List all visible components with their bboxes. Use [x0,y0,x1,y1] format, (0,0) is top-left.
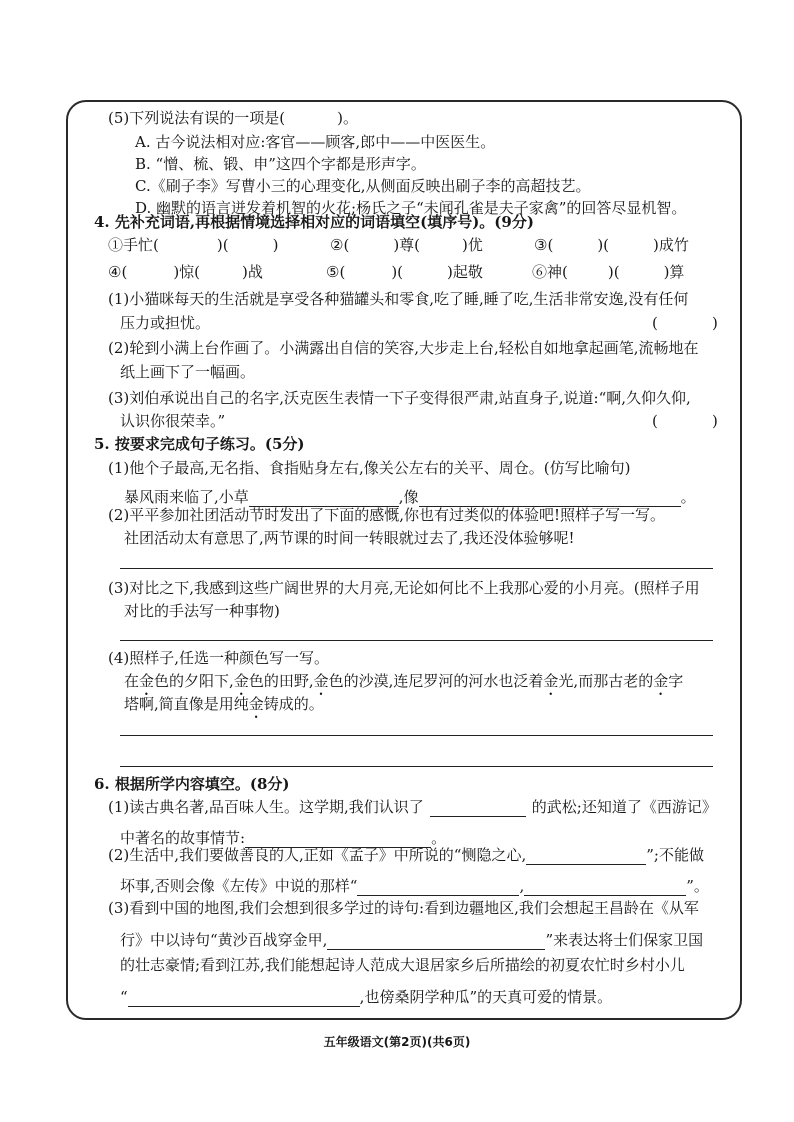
q4-title: 4. 先补充词语,再根据情境选择相对应的词语填空(填序号)。(9分) [94,213,534,231]
q4-item-3: ③( )( )成竹 [534,236,689,254]
q4-answer-1-close: ) [712,314,718,332]
q4-answer-3-open: ( [652,412,658,430]
q4-sentence-3-line-2: 认识你很荣幸。” [120,412,226,430]
q4-item-5: ⑤( )( )起敬 [326,263,483,281]
q5-part-4-prompt: (4)照样子,任选一种颜色写一写。 [108,649,330,667]
q6-title: 6. 根据所学内容填空。(8分) [94,775,290,793]
q5-part-3-prompt-line-2: 对比的手法写一种事物) [124,602,280,620]
q5-part-3-answer-line [120,640,713,641]
q5-part-4-example-line-2: 塔啊,简直像是用纯金铸成的。 [124,695,324,713]
q3-5-option-d: D. 幽默的语言迸发着机智的火花;杨氏之子“未闻孔雀是夫子家禽”的回答尽显机智。 [135,199,687,217]
q3-5-stem: (5)下列说法有误的一项是( )。 [108,109,358,127]
q5-part-4-answer-line-2 [120,766,713,767]
q6-part-2-line-2: 坏事,否则会像《左传》中说的那样“ , ”。 [120,877,709,895]
page-footer: 五年级语文(第2页)(共6页) [323,1035,471,1049]
q5-part-4-answer-line-1 [120,735,713,736]
q5-part-4-example-line-1: 在金色的夕阳下,金色的田野,金色的沙漠,连尼罗河的河水也泛着金光,而那古老的金字 [124,672,684,690]
q3-5-option-b: B. “憎、梳、锻、申”这四个字都是形声字。 [135,155,426,173]
q3-5-option-c: C.《刷子李》写曹小三的心理变化,从侧面反映出刷子李的高超技艺。 [135,177,591,195]
q5-part-2-example: 社团活动太有意思了,两节课的时间一转眼就过去了,我还没体验够呢! [124,529,575,547]
q6-part-3-line-4: “ ,也傍桑阴学种瓜”的天真可爱的情景。 [120,988,613,1006]
q6-part-2-line-1: (2)生活中,我们要做善良的人,正如《孟子》中所说的“恻隐之心, ”;不能做 [108,846,704,864]
q6-part-1-line-2: 中著名的故事情节: 。 [120,829,447,847]
q4-item-1: ①手忙( )( ) [108,236,279,254]
q5-part-1-answer: 暴风雨来临了,小草 ,像 。 [124,488,696,506]
q4-item-4: ④( )惊( )战 [108,263,263,281]
q3-5-option-a: A. 古今说法相对应:客官——顾客,郎中——中医医生。 [135,133,496,151]
q4-sentence-1-line-2: 压力或担忧。 [120,314,211,332]
q4-sentence-1-line-1: (1)小猫咪每天的生活就是享受各种猫罐头和零食,吃了睡,睡了吃,生活非常安逸,没有任何 [108,290,689,308]
q6-part-3-line-1: (3)看到中国的地图,我们会想到很多学过的诗句:看到边疆地区,我们会想起王昌龄在《从军 [108,899,699,917]
q4-answer-1-open: ( [652,314,658,332]
q4-item-2: ②( )尊( )优 [330,236,483,254]
q4-item-6: ⑥神( )( )算 [532,263,685,281]
q5-part-3-prompt-line-1: (3)对比之下,我感到这些广阔世界的大月亮,无论如何比不上我那心爱的小月亮。(照样子用 [108,579,700,597]
q4-sentence-3-line-1: (3)刘伯承说出自己的名字,沃克医生表情一下子变得很严肃,站直身子,说道:“啊,久仰久仰, [108,389,691,407]
q6-part-3-line-3: 的壮志豪情;看到江苏,我们能想起诗人范成大退居家乡后所描绘的初夏农忙时乡村小儿 [120,956,685,974]
q4-sentence-2-line-1: (2)轮到小满上台作画了。小满露出自信的笑容,大步走上台,轻松自如地拿起画笔,流畅地在 [108,339,699,357]
q5-part-2-prompt: (2)平平参加社团活动节时发出了下面的感慨,你也有过类似的体验吧!照样子写一写。 [108,506,666,524]
q5-part-1-prompt: (1)他个子最高,无名指、食指贴身左右,像关公左右的关平、周仓。(仿写比喻句) [108,459,631,477]
q5-title: 5. 按要求完成句子练习。(5分) [94,435,305,453]
q4-answer-3-close: ) [712,412,718,430]
q6-part-1-line-1: (1)读古典名著,品百味人生。这学期,我们认识了 的武松;还知道了《西游记》 [108,798,717,816]
q4-sentence-2-line-2: 纸上画下了一幅画。 [120,363,256,381]
q5-part-2-answer-line [120,568,713,569]
q6-part-3-line-2: 行》中以诗句“黄沙百战穿金甲, ”来表达将士们保家卫国 [120,931,704,949]
